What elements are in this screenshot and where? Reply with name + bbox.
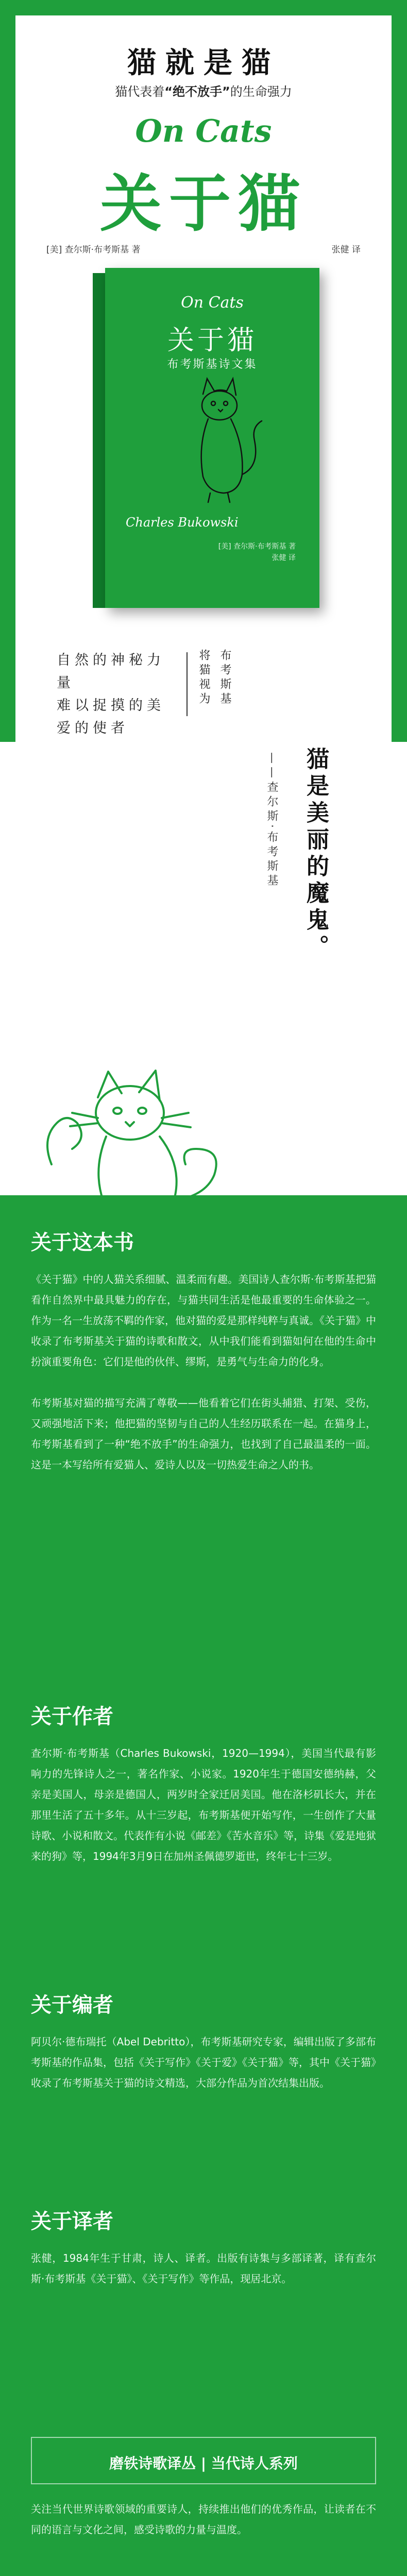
- book-spine: [93, 273, 106, 608]
- subline-post: 的生命强力: [230, 84, 292, 99]
- section-paragraph: 布考斯基对猫的描写充满了尊敬——他看着它们在街头捕猎、打架、受伤，又顽强地活下来；他把猫的坚韧与自己的人生经历联系在一起。在猫身上，布考斯基看到了一种“绝不放手”的生命强力，也找到了自己最温柔的一面。这是一本写给所有爱猫人、爱诗人以及一切热爱生命之人的书。: [31, 1397, 376, 1471]
- section-heading: 关于这本书: [31, 1231, 134, 1255]
- section-about-translator: [31, 2205, 376, 2310]
- section-heading: 关于译者: [31, 2210, 113, 2233]
- tagline-vertical-col: 布考斯基: [218, 649, 231, 707]
- book-title: 关于猫: [100, 168, 307, 240]
- headline: 猫就是猫: [127, 46, 280, 80]
- series-title: 磨铁诗歌译丛 | 当代诗人系列: [109, 2455, 298, 2472]
- cover-author-credit: [美] 查尔斯·布考斯基 著: [218, 543, 296, 551]
- section-about-editor: [31, 1989, 376, 2114]
- quote-author: ——查尔斯·布考斯基: [265, 752, 278, 889]
- cover-cat-drawing-icon: [167, 374, 270, 507]
- hero-banner: [0, 0, 407, 742]
- cover-oncats: On Cats: [181, 294, 244, 312]
- cover-author-cn: [126, 541, 296, 564]
- section-paragraph: 阿贝尔·德布瑞托（Abel Debritto），布考斯基研究专家，编辑出版了多部布考斯基的作品集，包括《关于写作》《关于爱》《关于猫》等，其中《关于猫》收录了布考斯基关于猫的诗文精选，大部分作品为首次结集出版。: [31, 2036, 376, 2089]
- translator-credit: 张健 译: [331, 245, 361, 255]
- tagline-vertical-col: 将猫视为: [197, 649, 210, 707]
- cover-subtitle: 布考斯基诗文集: [167, 358, 258, 371]
- section-paragraph: 查尔斯·布考斯基（Charles Bukowski，1920—1994），美国当代最有影响力的先锋诗人之一，著名作家、小说家。1920年生于德国安德纳赫，父亲是美国人，母亲是德国人，两岁时全家迁居美国。他在洛杉矶长大，并在那里生活了五十多年。从十三岁起，布考斯基便开始写作，一生创作了大量诗歌、小说和散文。代表作有小说《邮差》《苦水音乐》等，诗集《爱是地狱来的狗》等，1994年3月9日在加州圣佩德罗逝世，终年七十三岁。: [31, 1747, 376, 1862]
- series-text: 关注当代世界诗歌领域的重要诗人，持续推出他们的优秀作品，让读者在不同的语言与文化之间，感受诗歌的力量与温度。: [31, 2503, 376, 2536]
- section-paragraph: 《关于猫》中的人猫关系细腻、温柔而有趣。美国诗人查尔斯·布考斯基把猫看作自然界中最具魅力的存在，与猫共同生活是他最重要的生命体验之一。作为一名一生放荡不羁的作家，他对猫的爱是那样纯粹与真诚。《关于猫》中收录了布考斯基关于猫的诗歌和散文，从中我们能看到猫如何在他的生命中扮演重要角色：它们是他的伙伴、缪斯，是勇气与生命力的化身。: [31, 1273, 376, 1368]
- subline: [15, 81, 392, 99]
- divider: [186, 652, 188, 716]
- book-cover-image: [93, 268, 319, 608]
- section-heading: 关于作者: [31, 1705, 113, 1728]
- tagline: [57, 649, 180, 740]
- tagline-line: 爱的使者: [57, 720, 129, 736]
- oncats-title: On Cats: [135, 113, 272, 149]
- quote-text: 猫是美丽的魔鬼。: [302, 747, 329, 961]
- book-cover: [105, 268, 319, 608]
- tagline-vertical: [196, 649, 233, 721]
- section-paragraph: 张健，1984年生于甘肃，诗人、译者。出版有诗集与多部译著，译有查尔斯·布考斯基《关于猫》、《关于写作》等作品，现居北京。: [31, 2252, 376, 2285]
- credit-line: [46, 242, 361, 255]
- quote-section: [0, 742, 407, 1195]
- section-about-author: [31, 1700, 376, 1887]
- tagline-line: 自然的神秘力量: [57, 652, 165, 691]
- cover-author-en: Charles Bukowski: [126, 515, 239, 530]
- cover-translator: 张健 译: [272, 554, 296, 562]
- green-content: [0, 1195, 407, 2576]
- section-about-book: [31, 1226, 376, 1496]
- cover-title: 关于猫: [167, 325, 257, 356]
- author-credit: [美] 查尔斯·布考斯基 著: [46, 245, 141, 255]
- section-heading: 关于编者: [31, 1993, 113, 2017]
- subline-em: “绝不放手”: [164, 84, 230, 99]
- tagline-line: 难以捉摸的美: [57, 698, 165, 714]
- subline-pre: 猫代表着: [115, 84, 165, 99]
